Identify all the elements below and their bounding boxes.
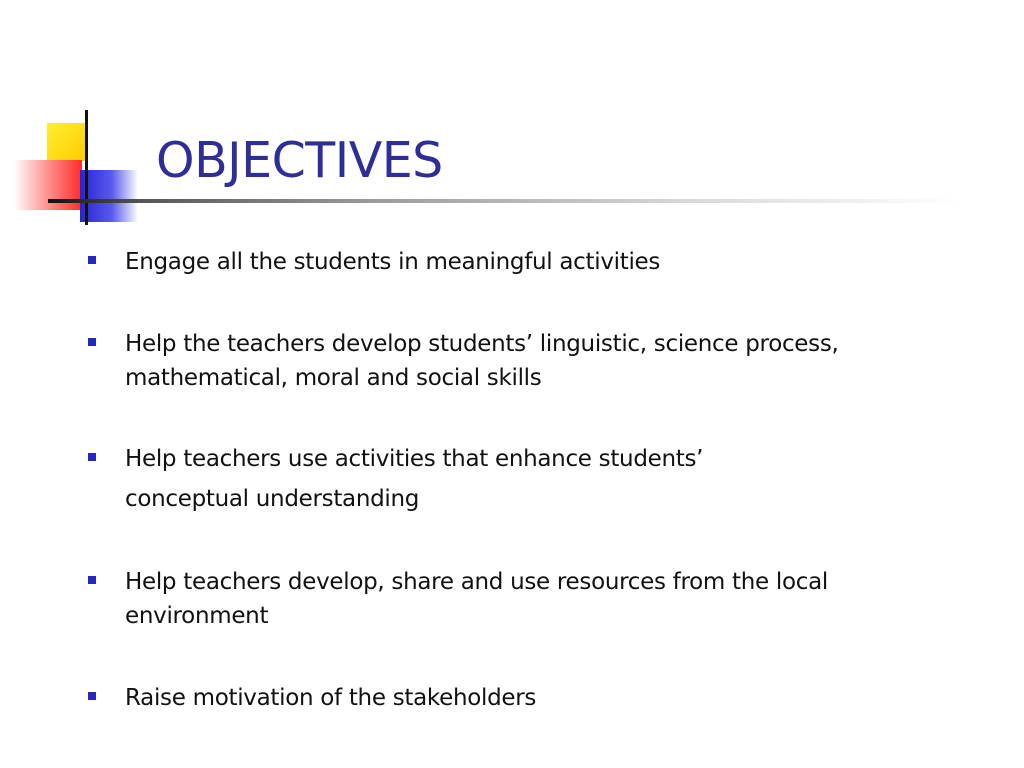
bullet-text xyxy=(125,245,945,279)
square-bullet-icon xyxy=(88,692,96,700)
square-bullet-icon xyxy=(88,256,96,264)
bullet-text xyxy=(125,442,945,516)
square-bullet-icon xyxy=(88,338,96,346)
bullet-text xyxy=(125,565,945,633)
bullet-line: Raise motivation of the stakeholders xyxy=(125,685,537,711)
square-bullet-icon xyxy=(88,576,96,584)
bullet-line: Help the teachers develop students’ linguistic, science process, xyxy=(125,331,839,357)
bullet-line: environment xyxy=(125,603,269,629)
bullet-text xyxy=(125,327,945,395)
square-bullet-icon xyxy=(88,453,96,461)
bullet-line: mathematical, moral and social skills xyxy=(125,365,542,391)
bullet-line: Help teachers develop, share and use resources from the local xyxy=(125,569,828,595)
bullet-line: Help teachers use activities that enhance students’ xyxy=(125,446,704,472)
bullet-text xyxy=(125,681,945,715)
bullet-line: conceptual understanding xyxy=(125,486,420,512)
bullet-line: Engage all the students in meaningful activities xyxy=(125,249,661,275)
slide-title: OBJECTIVES xyxy=(156,132,443,189)
